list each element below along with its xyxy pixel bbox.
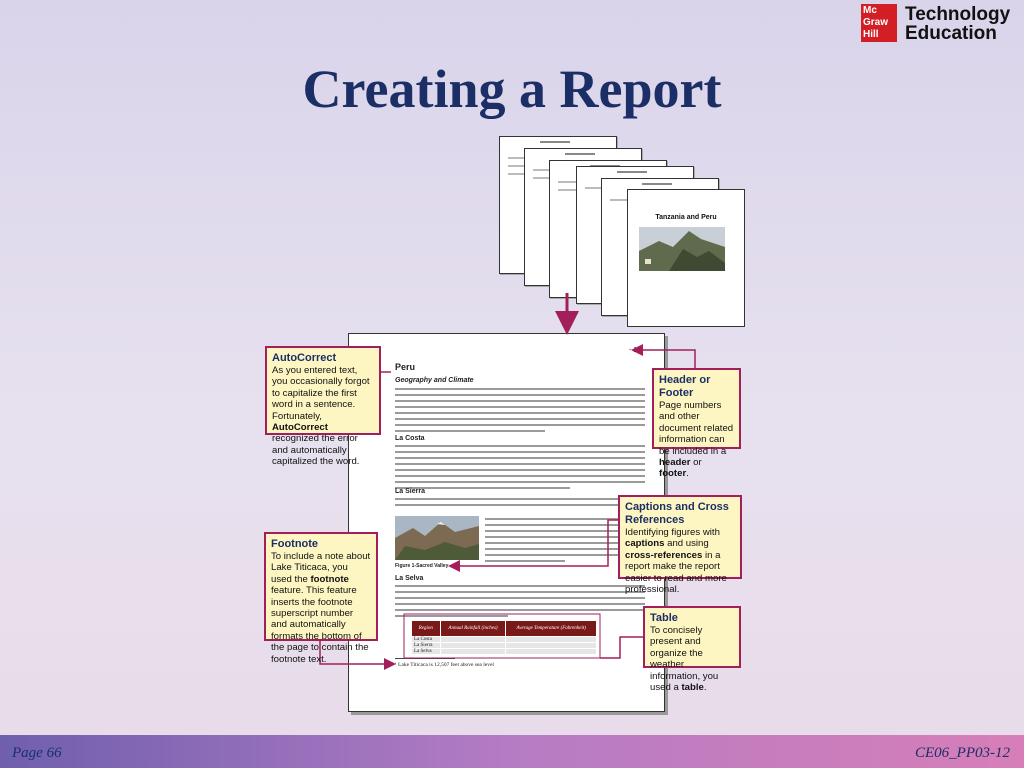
callout-header-bold-1: header — [659, 457, 691, 469]
table-cell: La Sierra — [412, 643, 441, 649]
callout-captions-title: Captions and Cross References — [625, 501, 729, 526]
callout-table-text-1: To concisely present and organize the weather information, you used a — [650, 625, 719, 694]
callout-footnote-title: Footnote — [271, 538, 319, 550]
callout-header-text-1: Page numbers and other document related information can be included in a — [659, 400, 734, 457]
callout-autocorrect-title: AutoCorrect — [272, 352, 337, 364]
footer-page-number: Page 66 — [12, 745, 62, 761]
callout-table-title: Table — [650, 612, 678, 624]
footer-bar — [0, 735, 1024, 768]
callout-autocorrect-text-1: As you entered text, you occasionally forgot to capitalize the first word in a sentence. Fortunately, — [272, 365, 370, 422]
callout-footnote-bold: footnote — [310, 573, 349, 585]
doc-section-la-sierra: La Sierra — [395, 488, 425, 495]
callout-captions — [618, 495, 742, 596]
callout-header-footer — [652, 368, 741, 480]
figure-caption: Figure 1-Sacred Valley — [395, 563, 449, 569]
callout-header-bold-2: footer — [659, 468, 687, 480]
callout-autocorrect-text-2: recognized the error and automatically capitalized the word. — [272, 433, 360, 468]
callout-footnote — [264, 532, 378, 665]
table-header-region: Region — [412, 621, 441, 637]
callout-captions-bold-1: captions — [625, 538, 665, 550]
header-page-number: - 1 - — [629, 347, 642, 354]
table-cell: La Costa — [412, 637, 441, 643]
callout-footnote-text-2: feature. This feature inserts the footnote superscript number and automatically formats the bottom of the page to contain the footnote text. — [271, 585, 369, 665]
callout-header-title: Header or Footer — [659, 374, 711, 399]
callout-table — [643, 606, 741, 694]
callout-autocorrect-bold: AutoCorrect — [272, 422, 328, 434]
footnote-text: ¹ Lake Titicaca is 12,507 feet above sea level — [395, 662, 494, 668]
captions-connector — [451, 520, 618, 566]
doc-section-la-costa: La Costa — [395, 435, 425, 442]
footer-slide-id: CE06_PP03-12 — [915, 745, 1010, 761]
table-connector — [600, 637, 643, 658]
callout-header-text-3: . — [686, 468, 689, 480]
callout-header-text-2: or — [690, 457, 702, 469]
doc-section-geography: Geography and Climate — [395, 377, 474, 384]
table-cell: La Selva — [412, 649, 441, 655]
table-header-rainfall: Annual Rainfall (inches) — [440, 621, 506, 637]
doc-heading: Peru — [395, 362, 416, 372]
callout-autocorrect — [265, 346, 381, 468]
callout-footnote-text-1: To include a note about Lake Titicaca, you used the — [271, 551, 371, 585]
callout-captions-bold-2: cross-references — [625, 549, 703, 561]
logo-mark: Mc Graw Hill — [861, 4, 897, 42]
callout-captions-text-3: in a report make the report easier to read and more professional. — [625, 549, 727, 596]
callout-table-bold: table — [681, 682, 704, 694]
table-header-temperature: Average Temperature (Fahrenheit) — [506, 621, 597, 637]
callout-captions-text-2: and using — [664, 538, 709, 550]
doc-section-la-selva: La Selva — [395, 575, 424, 582]
slide-title: Creating a Report — [302, 59, 722, 119]
table-highlight — [404, 614, 600, 658]
logo-line-2: Education — [905, 23, 997, 44]
logo-line-1: Technology — [905, 4, 1011, 25]
header-connector — [634, 350, 695, 368]
preview-front-title: Tanzania and Peru — [655, 214, 717, 221]
callout-captions-text-1: Identifying figures with — [625, 527, 720, 538]
callout-table-text-2: . — [703, 682, 707, 694]
